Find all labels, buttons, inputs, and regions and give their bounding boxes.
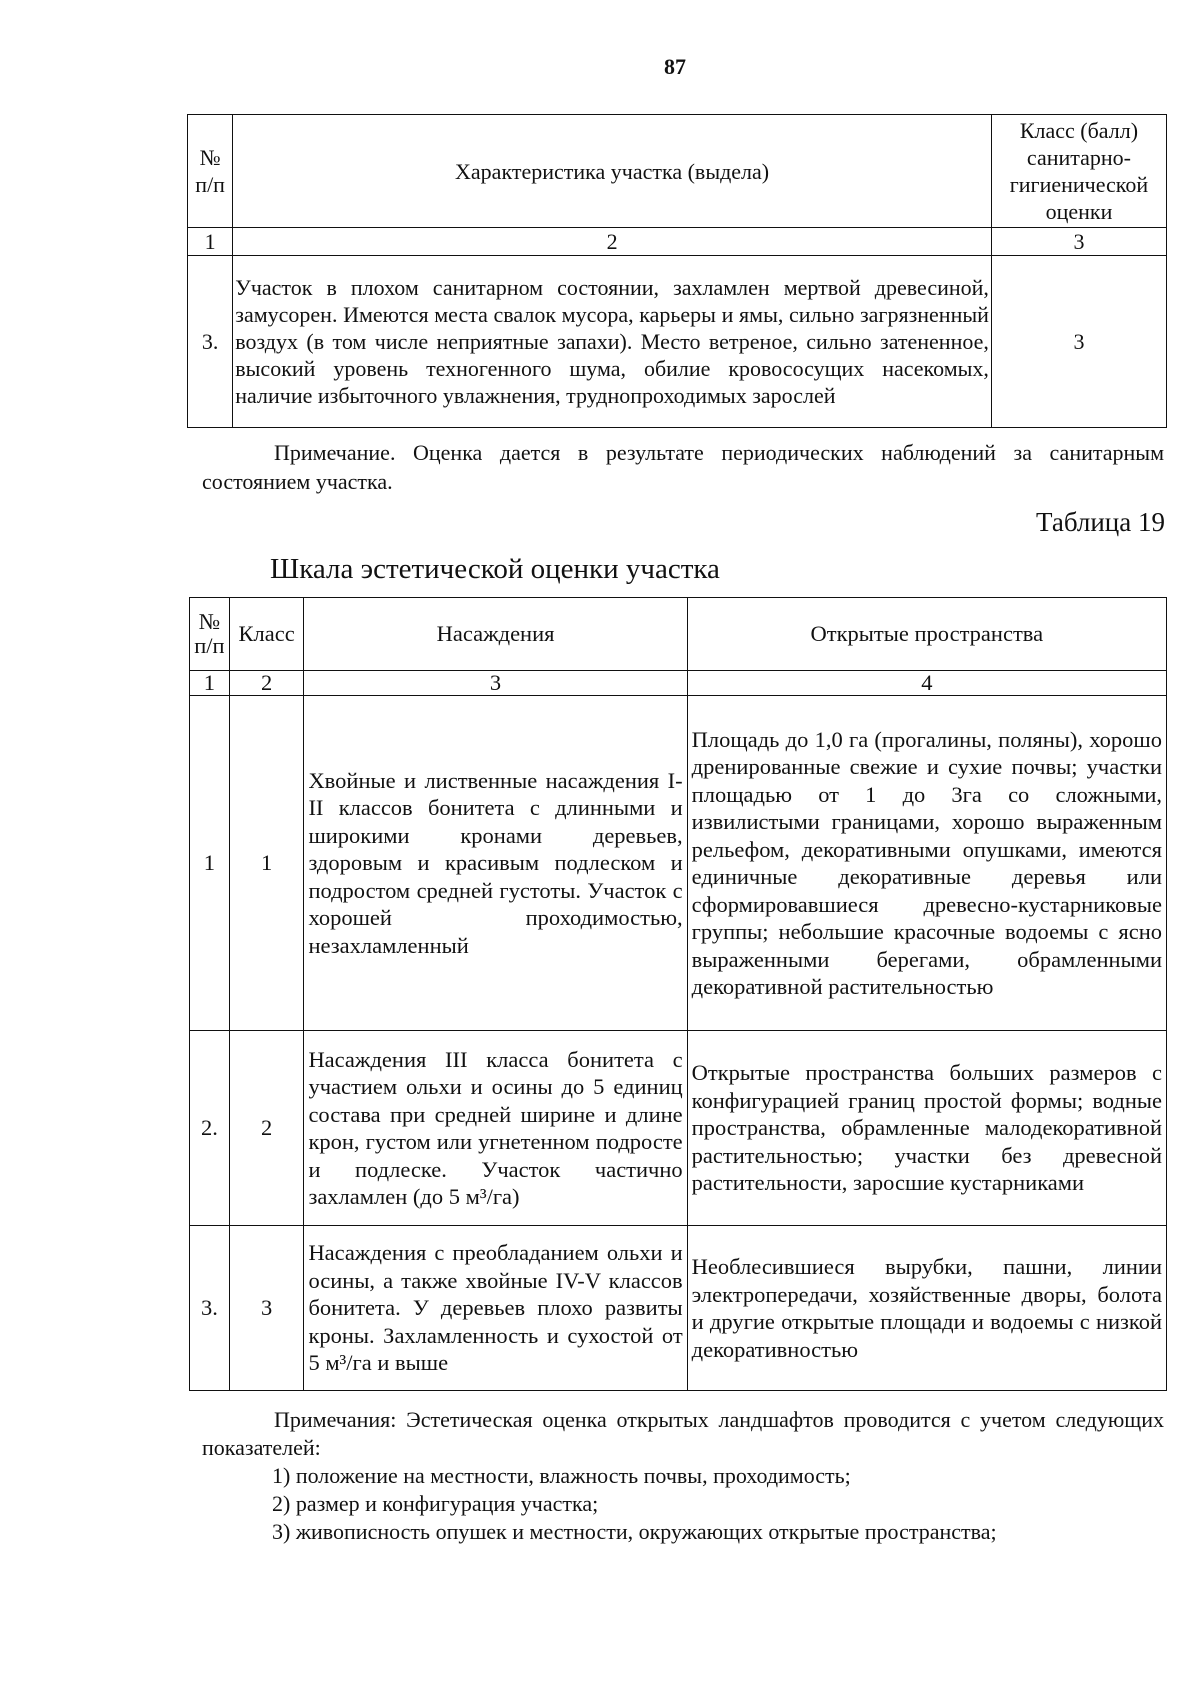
- header-plantings: Насаждения: [304, 598, 687, 671]
- page-number: 87: [664, 54, 686, 79]
- row-characteristic: Участок в плохом санитарном состоянии, захламлен мертвой древесиной, замусорен. Имеются места свалок мусора, карьеры и ямы, сильно загрязненный воздух (в том числе неприятные запахи). Место ветреное, сильно затененное, высокий уровень техногенного шума, обилие кровососущих насекомых, наличие избыточного увлажнения, труднопроходимых зарослей: [233, 256, 992, 428]
- header-num: № п/п: [188, 115, 233, 228]
- row-plantings: Насаждения III класса бонитета с участием ольхи и осины до 5 единиц состава при средней ширине и длине крон, густом или угнетенном подросте и подлеске. Участок частично захламлен (до 5 м³/га): [304, 1031, 687, 1226]
- list-item: 3) живописность опушек и местности, окружающих открытые пространства;: [272, 1519, 997, 1544]
- row-score: 3: [991, 256, 1166, 428]
- column-number-row: [190, 671, 1167, 696]
- header-class: Класс (балл) санитарно-гигиенической оценки: [991, 115, 1166, 228]
- row-class: 1: [229, 696, 304, 1031]
- column-number-row: [188, 228, 1167, 256]
- table-row: [190, 696, 1167, 1031]
- row-class: 2: [229, 1031, 304, 1226]
- col-number: 3: [304, 671, 687, 696]
- col-number: 1: [188, 228, 233, 256]
- table-header-row: [190, 598, 1167, 671]
- header-characteristic: Характеристика участка (выдела): [233, 115, 992, 228]
- row-plantings: Насаждения с преобладанием ольхи и осины, а также хвойные IV-V классов бонитета. У деревьев плохо развиты кроны. Захламленность и сухостой от 5 м³/га и выше: [304, 1226, 687, 1391]
- aesthetic-table: [189, 597, 1167, 1391]
- row-open-spaces: Необлесившиеся вырубки, пашни, линии электропередачи, хозяйственные дворы, болота и другие открытые площади и водоемы с низкой декоративностью: [687, 1226, 1166, 1391]
- row-open-spaces: Открытые пространства больших размеров с конфигурацией границ простой формы; водные пространства, обрамленные малодекоративной растительностью; участки без древесной растительности, заросшие кустарниками: [687, 1031, 1166, 1226]
- row-num: 1: [190, 696, 230, 1031]
- table-label: Таблица 19: [1036, 507, 1165, 537]
- list-item: 2) размер и конфигурация участка;: [272, 1491, 599, 1516]
- row-num: 3.: [190, 1226, 230, 1391]
- row-open-spaces: Площадь до 1,0 га (прогалины, поляны), хорошо дренированные свежие и сухие почвы; участки площадью от 1 до 3га со сложными, извилистыми границами, хорошо выраженным рельефом, декоративными опушками, имеются единичные декоративные деревья или сформировавшиеся древесно-кустарниковые группы; небольшие красочные водоемы с ясно выраженными берегами, обрамленными декоративной растительностью: [687, 696, 1166, 1031]
- note-aesthetic: Примечания: Эстетическая оценка открытых ландшафтов проводится с учетом следующих показателей:: [202, 1407, 1164, 1460]
- table-row: [188, 256, 1167, 428]
- col-number: 2: [229, 671, 304, 696]
- table-row: [190, 1226, 1167, 1391]
- criteria-list: [272, 1462, 997, 1546]
- col-number: 1: [190, 671, 230, 696]
- table-title: Шкала эстетической оценки участка: [270, 553, 720, 585]
- row-class: 3: [229, 1226, 304, 1391]
- col-number: 4: [687, 671, 1166, 696]
- note-sanitary: Примечание. Оценка дается в результате периодических наблюдений за санитарным состоянием участка.: [202, 440, 1164, 494]
- list-item: 1) положение на местности, влажность почвы, проходимость;: [272, 1463, 851, 1488]
- row-num: 2.: [190, 1031, 230, 1226]
- col-number: 2: [233, 228, 992, 256]
- row-num: 3.: [188, 256, 233, 428]
- row-plantings: Хвойные и лиственные насаждения I-II классов бонитета с длинными и широкими кронами деревьев, здоровым и красивым подлеском и подростом средней густоты. Участок с хорошей проходимостью, незахламленный: [304, 696, 687, 1031]
- table-row: [190, 1031, 1167, 1226]
- col-number: 3: [991, 228, 1166, 256]
- header-open-spaces: Открытые пространства: [687, 598, 1166, 671]
- table-header-row: [188, 115, 1167, 228]
- header-num: № п/п: [190, 598, 230, 671]
- sanitary-table: [187, 114, 1167, 428]
- header-class: Класс: [229, 598, 304, 671]
